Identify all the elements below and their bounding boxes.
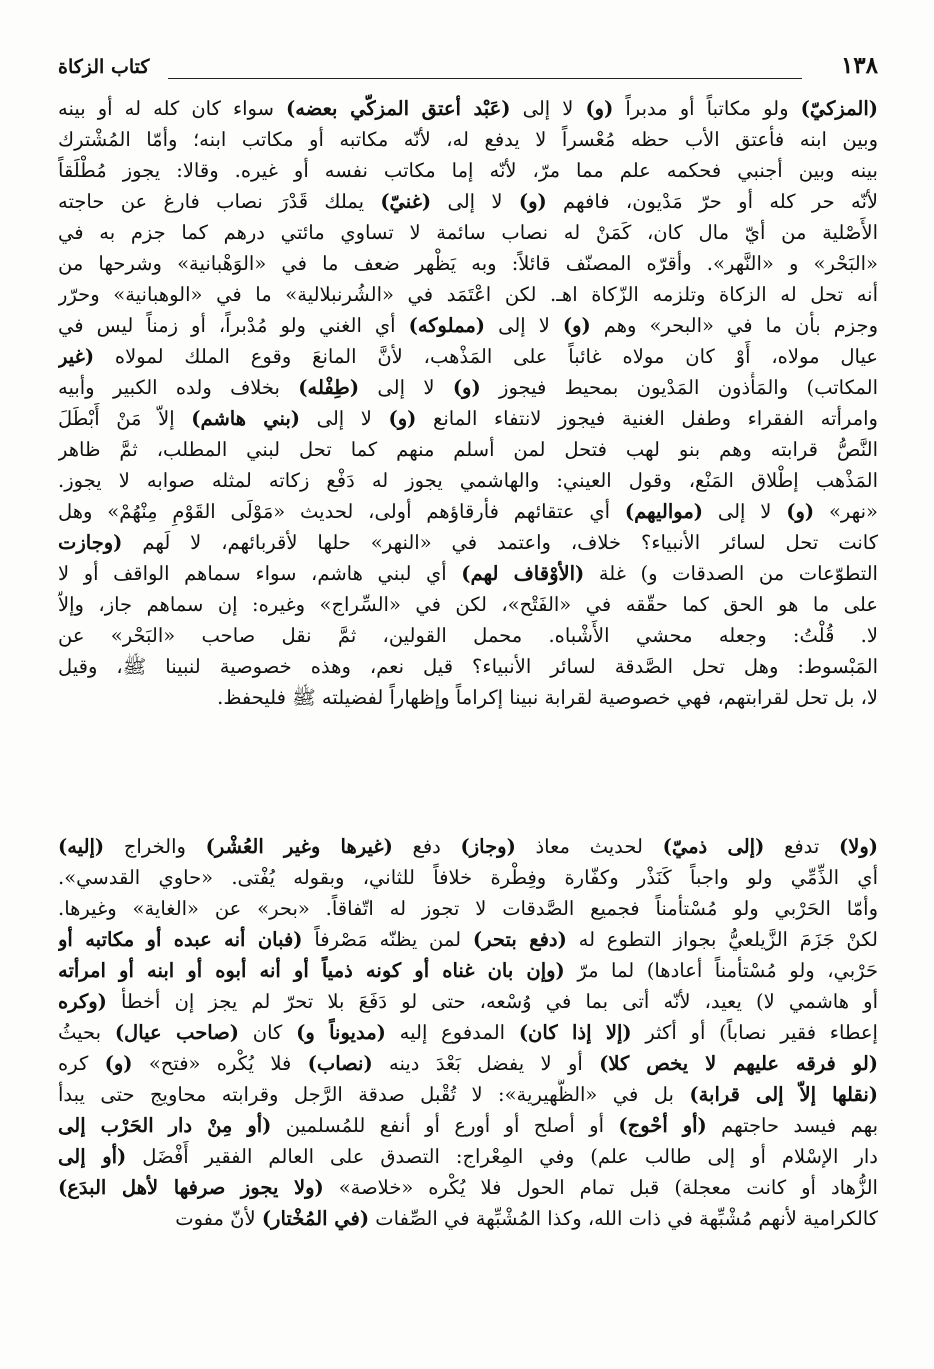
text-line bbox=[58, 124, 878, 155]
commentary-text: النَّصُّ قرابته وهم بنو لهب فتحل لمن أسلم منهم كما تحل لبني المطلب، ثمَّ ظاهر bbox=[58, 438, 878, 461]
commentary-text: لمن يظنّه مَصْرفاً bbox=[302, 928, 473, 951]
commentary-text: لا إلى bbox=[485, 314, 563, 337]
commentary-text: المَذْهب إطْلاق المَنْع، وقول العيني: والهاشمي يجوز له دَفْع زكاته لمثله صوابه لا يجوز. bbox=[58, 469, 878, 492]
matn-text: (إلى ذميّ) bbox=[662, 835, 765, 858]
text-line bbox=[58, 1203, 878, 1234]
matn-text: (الأوْقاف لهم) bbox=[461, 562, 585, 585]
commentary-text: قبل تمام الحول فلا يُكْره «خلاصة» bbox=[323, 1176, 675, 1199]
commentary-text: المدفوع إليه bbox=[385, 1021, 519, 1044]
text-line bbox=[58, 862, 878, 893]
commentary-text: أو أكثر bbox=[631, 1021, 720, 1044]
text-line bbox=[58, 93, 878, 124]
text-line bbox=[58, 155, 878, 186]
commentary-text: أنه تحل له الزكاة وتلزمه الزّكاة اهـ. لكن اعْتَمَد في «الشُرنبلالية» ما في «الوهبانية» وحرّر bbox=[58, 283, 878, 306]
matn-text: (أو أحْوج) bbox=[618, 1114, 707, 1137]
text-line bbox=[58, 434, 878, 465]
matn-text: (و) bbox=[562, 314, 591, 337]
matn-text: (وجازت bbox=[58, 531, 123, 554]
commentary-text: لما مرّ bbox=[564, 959, 647, 982]
text-line bbox=[58, 986, 878, 1017]
commentary-text: المكاتب) bbox=[806, 376, 878, 399]
text-line bbox=[58, 682, 878, 713]
commentary-text: سواء كان كله له أو بينه bbox=[58, 97, 287, 120]
page-number: ١٣٨ bbox=[840, 52, 878, 79]
commentary-text: وفي المِعْراج: التصدق على العالم الفقير أَفْضَل bbox=[126, 1145, 591, 1168]
commentary-text: وأمّا الحَرْبي ولو مُسْتأمناً فجميع الصَّدقات لا تجوز له اتّفاقاً. «بحر» عن «الغاية» وغيرها. bbox=[58, 897, 878, 920]
matn-text: (دفع بتحر) bbox=[472, 928, 567, 951]
commentary-text: بينه وبين أجنبي فحكمه علم مما مرّ، لأنّه إما مكاتب نفسه أو غيره. وقالا: يجوز مُطْلَقاً bbox=[58, 159, 878, 182]
header-rule bbox=[168, 78, 802, 79]
text-line bbox=[58, 1048, 878, 1079]
text-line bbox=[58, 496, 878, 527]
commentary-block-2 bbox=[58, 831, 878, 1234]
commentary-text: المَبْسوط: وهل تحل الصَّدقة لسائر الأنبياء؟ قيل نعم، وهذه خصوصية لنبينا ﷺ، وقيل bbox=[58, 655, 878, 678]
matn-text: (و) bbox=[518, 190, 547, 213]
commentary-text: أي الغني ولو مُدْبراً، أو زمناً ليس في bbox=[58, 314, 409, 337]
text-line bbox=[58, 403, 878, 434]
matn-text: (وإن بان غناه أو كونه ذمياً أو أنه أبوه أو ابنه أو امرأته bbox=[58, 959, 565, 982]
commentary-text: دفع bbox=[392, 835, 461, 858]
commentary-text: لا إلى bbox=[431, 190, 519, 213]
commentary-text: التطوّعات من الصدقات و) bbox=[640, 562, 878, 585]
commentary-text: أو أصلح أو أورع أو أنفع للمُسلمين bbox=[271, 1114, 619, 1137]
commentary-text: الأَصْلية من أيّ مال كان، كَمَنْ له نصاب سائمة لا تساوي مائتي درهم كما جزم به في bbox=[58, 221, 878, 244]
commentary-text: لا إلى bbox=[510, 97, 586, 120]
commentary-text: أي عتقائهم فأرقاؤهم أولى، لحديث «مَوْلَى القَوْمِ مِنْهُمْ» وهل bbox=[58, 500, 625, 523]
text-line bbox=[58, 310, 878, 341]
text-line bbox=[58, 1141, 878, 1172]
matn-text: (غنيّ) bbox=[380, 190, 432, 213]
commentary-text: إعطاء فقير نصاباً) bbox=[719, 1021, 878, 1044]
matn-text: (مواليهم) bbox=[624, 500, 704, 523]
commentary-text: ولو مكاتباً أو مدبراً bbox=[613, 97, 801, 120]
matn-text: (مديوناً و) bbox=[296, 1021, 386, 1044]
commentary-text: أو لا يفضل بَعْدَ دينه bbox=[372, 1052, 600, 1075]
commentary-text: وجزم بأن ما في «البحر» وهم bbox=[590, 314, 878, 337]
commentary-text: «البَحْر» و «النَّهر». وأقرّه المصنّف قائلاً: وبه يَظْهر ضعف ما في «الوَهْبانية» وشرحها من bbox=[58, 252, 878, 275]
commentary-text: وبين ابنه فأعتق الأب حظه مُعْسراً لا يدفع له، لأنّه مكاتبه أو مكاتب ابنه؛ وأمّا المُشْترك bbox=[58, 128, 878, 151]
matn-text: (ولا) bbox=[839, 835, 878, 858]
commentary-text: إلاّ مَنْ أَبْطَلَ bbox=[58, 407, 192, 430]
commentary-text: والمَأْذون المَدْيون بمحيط فيجوز bbox=[480, 376, 807, 399]
text-line bbox=[58, 186, 878, 217]
matn-text: (و) bbox=[786, 500, 815, 523]
matn-text: (صاحب عيال) bbox=[114, 1021, 239, 1044]
text-line bbox=[58, 831, 878, 862]
commentary-text: وامرأته الفقراء وطفل الغنية فيجوز لانتفاء المانع bbox=[416, 407, 878, 430]
text-line bbox=[58, 465, 878, 496]
commentary-text: لا، بل تحل لقرابتهم، فهي خصوصية لقرابة نبينا إكراماً وإظهاراً لفضيلته ﷺ فليحفظ. bbox=[217, 686, 878, 709]
commentary-text: كره bbox=[58, 1052, 105, 1075]
matn-text: (غيرها وغير العُشْر) bbox=[205, 835, 393, 858]
commentary-text: يملك قَدْرَ نصاب فارغ عن حاجته bbox=[58, 190, 381, 213]
matn-text: (طِفْله) bbox=[298, 376, 360, 399]
text-line bbox=[58, 1017, 878, 1048]
commentary-text: كان bbox=[238, 1021, 297, 1044]
text-line bbox=[58, 620, 878, 651]
commentary-text: لا إلى bbox=[703, 500, 787, 523]
text-line bbox=[58, 217, 878, 248]
matn-text: (بني هاشم) bbox=[191, 407, 300, 430]
commentary-text: بل في «الظَّهيرية»: لا تُقْبل صدقة الرَّجل وقرابته محاويج حتى يبدأ bbox=[58, 1083, 690, 1106]
text-line bbox=[58, 558, 878, 589]
commentary-text: «نهر» bbox=[814, 500, 878, 523]
commentary-text: لا إلى bbox=[359, 376, 453, 399]
commentary-text: عيال مولاه، أَوْ كان مولاه غائباً على المَذْهب، لأنَّ المانعَ وقوع الملك لمولاه bbox=[94, 345, 878, 368]
matn-text: (وجاز) bbox=[460, 835, 516, 858]
matn-text: (و) bbox=[585, 97, 614, 120]
commentary-text: تدفع bbox=[764, 835, 839, 858]
matn-text: (أو إلى bbox=[58, 1145, 127, 1168]
commentary-text: كالكرامية لأنهم مُشْبِّهة في ذات الله، وكذا المُشْبِّهة في الصِّفات bbox=[369, 1207, 878, 1230]
matn-text: (ولا يجوز صرفها لأهل البدَع) bbox=[58, 1176, 324, 1199]
commentary-text: أي الذِّمِّي ولو واجباً كَنَذْر وكفّارة وفِطْرة خلافاً للثاني، وبقوله يُفْتى. «حاوي القدسي». bbox=[58, 866, 878, 889]
matn-text: (وكره bbox=[58, 990, 107, 1013]
matn-text: (و) bbox=[388, 407, 417, 430]
commentary-text: غلة bbox=[584, 562, 641, 585]
commentary-text: بخلاف ولده الكبير وأبيه bbox=[58, 376, 299, 399]
text-line bbox=[58, 651, 878, 682]
matn-text: (نصاب) bbox=[307, 1052, 373, 1075]
matn-text: (لو فرقه عليهم لا يخص كلا) bbox=[599, 1052, 878, 1075]
commentary-text: دار الإسْلام أو إلى طالب علم) bbox=[590, 1145, 878, 1168]
commentary-text: والخراج bbox=[104, 835, 206, 858]
matn-text: (و) bbox=[104, 1052, 133, 1075]
matn-text: (إلا إذا كان) bbox=[518, 1021, 632, 1044]
text-line bbox=[58, 1172, 878, 1203]
matn-text: (نقلها إلاّ إلى قرابة) bbox=[689, 1083, 878, 1106]
matn-text: (فبان أنه عبده أو مكاتبه أو bbox=[58, 928, 303, 951]
text-line bbox=[58, 1110, 878, 1141]
text-line bbox=[58, 1079, 878, 1110]
commentary-text: لأنّ مفوت bbox=[175, 1207, 262, 1230]
text-line bbox=[58, 893, 878, 924]
commentary-text: لا إلى bbox=[299, 407, 389, 430]
text-line bbox=[58, 279, 878, 310]
commentary-text: الزُّهاد أو كانت معجلة) bbox=[674, 1176, 878, 1199]
matn-text: (و) bbox=[452, 376, 481, 399]
commentary-text: حَرْبي، ولو مُسْتأمناً أعادها) bbox=[646, 959, 878, 982]
matn-text: (مملوكه) bbox=[408, 314, 486, 337]
text-line bbox=[58, 955, 878, 986]
text-line bbox=[58, 589, 878, 620]
text-line bbox=[58, 372, 878, 403]
commentary-text: بهم فيسد حاجتهم bbox=[706, 1114, 878, 1137]
commentary-block-1 bbox=[58, 93, 878, 713]
commentary-text: يعيد، لأنّه أتى بما في وُسْعه، حتى لو دَفَعَ بلا تحرّ لم يجز إن أخطأ bbox=[106, 990, 757, 1013]
matn-text: (في المُخْتار) bbox=[261, 1207, 370, 1230]
commentary-text: لكنْ جَزَمَ الزَّيلعيُّ بجواز التطوع له bbox=[566, 928, 878, 951]
text-line bbox=[58, 248, 878, 279]
commentary-text: بحيثُ bbox=[58, 1021, 115, 1044]
matn-text: (إليه) bbox=[58, 835, 105, 858]
commentary-text: على ما هو الحق كما حقّقه في «الفَتْح»، لكن في «السِّراج» وغيره: إن سماهم جاز، وإلاّ bbox=[58, 593, 878, 616]
chapter-title: كتاب الزكاة bbox=[58, 56, 150, 78]
commentary-text: فلا يُكْره «فتح» bbox=[132, 1052, 308, 1075]
commentary-text: كانت تحل لسائر الأنبياء؟ خلاف، واعتمد في «النهر» حلها لأقربائهم، لا لَهم bbox=[122, 531, 878, 554]
matn-text: (غير bbox=[58, 345, 95, 368]
commentary-text: أو هاشمي لا) bbox=[756, 990, 878, 1013]
commentary-text: لحديث معاذ bbox=[515, 835, 663, 858]
text-line bbox=[58, 527, 878, 558]
matn-text: (أو مِنْ دار الحَرْب إلى bbox=[58, 1114, 272, 1137]
commentary-text: لأنّه حر كله أو حرّ مَدْيون، فافهم bbox=[546, 190, 878, 213]
matn-text: (المزكيّ) bbox=[800, 97, 878, 120]
commentary-text: لا. قُلْتُ: وجعله محشي الأَشْباه. محمل القولين، ثمَّ نقل صاحب «البَحْر» عن bbox=[58, 624, 878, 647]
page-header bbox=[58, 52, 878, 92]
commentary-text: أي لبني هاشم، سواء سماهم الواقف أو لا bbox=[58, 562, 462, 585]
text-line bbox=[58, 924, 878, 955]
matn-text: (عَبْد أعتق المزكّي بعضه) bbox=[286, 97, 511, 120]
text-line bbox=[58, 341, 878, 372]
